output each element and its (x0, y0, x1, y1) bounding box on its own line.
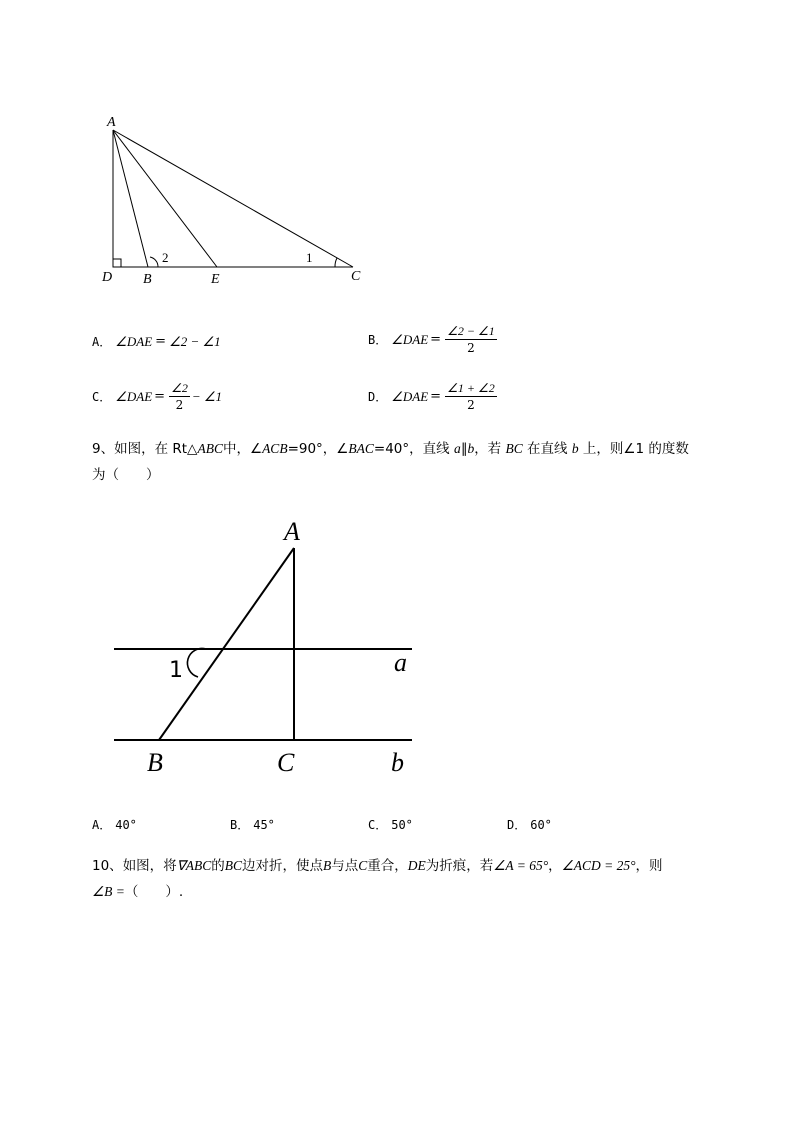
q9-text-part: ，若 (474, 441, 506, 457)
question-10-text (92, 853, 752, 905)
fraction-numerator: ∠2 − ∠1 (447, 324, 495, 338)
option-rhs: ∠2 − ∠1 (169, 333, 221, 349)
q9-parallel: ∥ (460, 441, 468, 457)
segment-AE (113, 130, 217, 267)
option-fraction (445, 381, 497, 412)
q10-text-part: 边对折，使点 (241, 858, 323, 874)
q9-option-d[interactable] (507, 816, 556, 833)
option-letter: A． (92, 818, 112, 832)
q9-option-c[interactable] (368, 816, 417, 833)
q9-triangle: ABC (197, 441, 223, 456)
option-eq: = (430, 389, 442, 404)
q10-text-part: 与点 (331, 858, 359, 874)
q9-text-part: =90°，∠ (287, 441, 349, 457)
q9-text-part: 中，∠ (222, 441, 263, 457)
figure-1-triangle (90, 110, 390, 295)
angle-2-arc (150, 257, 158, 267)
option-lhs: ∠DAE (391, 331, 429, 347)
option-value: 45° (253, 817, 275, 832)
q8-option-a[interactable] (92, 333, 221, 350)
segment-AC (113, 130, 353, 267)
q8-option-d[interactable] (368, 381, 499, 412)
question-number: 10、 (92, 858, 123, 874)
question-9-text (92, 436, 752, 488)
q10-triangle: ∇ABC (176, 858, 212, 873)
option-value: 50° (391, 817, 413, 832)
option-letter: C． (368, 818, 388, 832)
label-D: D (102, 270, 113, 285)
q10-text-part: ， (548, 858, 562, 874)
q9-text-part: 如图，在 Rt△ (114, 441, 198, 457)
q10-point-c: C (358, 858, 368, 873)
q9-angle-bac: BAC (348, 441, 374, 456)
q8-option-c[interactable] (92, 381, 222, 412)
segment-AB (159, 548, 294, 740)
option-letter: D． (368, 390, 388, 404)
q9-option-b[interactable] (230, 816, 279, 833)
q9-line-a: a (453, 441, 461, 456)
label-B: B (143, 272, 152, 287)
label-a: a (394, 648, 407, 677)
fraction-denominator: 2 (467, 341, 475, 355)
q10-point-b: B (322, 858, 332, 873)
q9-option-a[interactable] (92, 816, 141, 833)
q10-angle-acd: ∠ACD = 25° (561, 858, 636, 873)
q9-text-part: 上，则∠1 的度数 (578, 441, 689, 457)
q9-line-b2: b (571, 441, 579, 456)
q8-option-b[interactable] (368, 324, 499, 355)
q9-angle-acb: ACB (262, 441, 288, 456)
q10-text-part: 如图，将 (122, 858, 177, 874)
fraction-numerator: ∠2 (171, 381, 188, 395)
option-lhs: ∠DAE (115, 388, 153, 404)
option-lhs: ∠DAE (115, 333, 153, 349)
q9-line-2: 为（ ） (92, 467, 160, 483)
option-eq: = (430, 332, 442, 347)
q9-text-part: 在直线 (522, 441, 572, 457)
q10-text-part: ，则 (635, 858, 663, 874)
angle-1-arc (187, 648, 206, 677)
fraction-numerator: ∠1 + ∠2 (447, 381, 495, 395)
option-letter: C． (92, 390, 112, 404)
q10-text-part: 的 (211, 858, 225, 874)
option-lhs: ∠DAE (391, 388, 429, 404)
label-A: A (284, 517, 300, 546)
angle-1-arc (335, 258, 337, 267)
label-angle-2: 2 (162, 250, 169, 265)
option-letter: A． (92, 335, 112, 349)
option-value: 60° (530, 817, 552, 832)
q9-line-b: b (467, 441, 475, 456)
q10-angle-b: ∠B = (92, 884, 125, 899)
q9-bc: BC (505, 441, 523, 456)
option-tail: − ∠1 (191, 388, 223, 404)
q10-line-2: （ ）. (124, 884, 184, 900)
figure-2-parallel-lines (100, 510, 430, 790)
right-angle-mark (113, 259, 121, 267)
segment-AB (113, 130, 148, 267)
q10-de: DE (407, 858, 426, 873)
label-A: A (107, 115, 116, 130)
label-E: E (211, 272, 220, 287)
option-letter: B． (230, 818, 250, 832)
label-C: C (351, 269, 361, 284)
fraction-denominator: 2 (467, 398, 475, 412)
label-C: C (277, 748, 295, 777)
option-fraction (169, 381, 190, 412)
option-letter: D． (507, 818, 527, 832)
label-angle-1: 1 (306, 250, 313, 265)
option-letter: B． (368, 333, 388, 347)
q10-text-part: 重合， (367, 858, 408, 874)
fraction-denominator: 2 (175, 398, 184, 412)
option-eq: = (155, 334, 167, 349)
question-number: 9、 (92, 441, 115, 457)
label-angle-1: 1 (169, 658, 183, 683)
q10-text-part: 为折痕，若 (425, 858, 494, 874)
label-B: B (147, 748, 163, 777)
q10-bc: BC (224, 858, 242, 873)
option-eq: = (154, 389, 166, 404)
q9-text-part: =40°，直线 (373, 441, 454, 457)
label-b: b (391, 748, 404, 777)
option-value: 40° (115, 817, 137, 832)
option-fraction (445, 324, 497, 355)
q10-angle-a: ∠A = 65° (493, 858, 549, 873)
